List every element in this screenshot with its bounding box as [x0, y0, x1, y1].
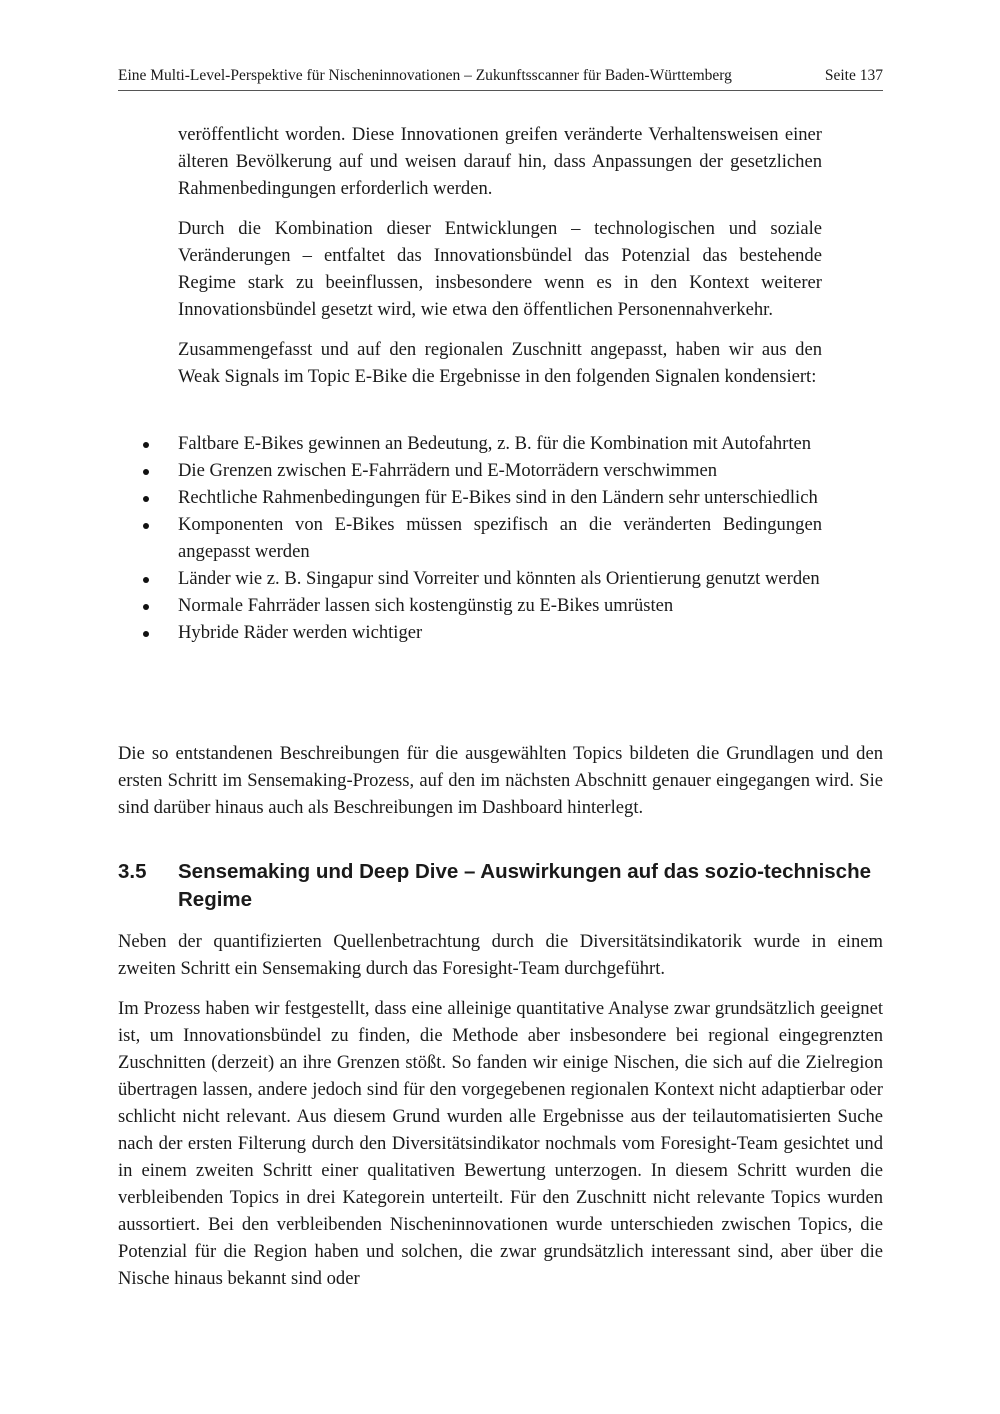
- list-item-text: Faltbare E-Bikes gewinnen an Bedeutung, z. B. für die Kombination mit Autofahrten: [178, 433, 812, 454]
- list-item-text: Komponenten von E-Bikes müssen spezifisch an die veränderten Bedingungen angepasst werden: [178, 514, 822, 562]
- list-item: [118, 511, 822, 565]
- bullet-icon: [143, 469, 149, 475]
- page-number: Seite 137: [824, 67, 883, 84]
- list-item-text: Die Grenzen zwischen E-Fahrrädern und E-Motorrädern verschwimmen: [178, 460, 718, 481]
- list-item: [118, 430, 822, 457]
- list-item: [118, 484, 822, 511]
- paragraph-summary: Zusammengefasst und auf den regionalen Zuschnitt angepasst, haben wir aus den Weak Signals im Topic E-Bike die Ergebnisse in den folgenden Signalen kondensiert:: [178, 339, 822, 387]
- list-item-text: Hybride Räder werden wichtiger: [178, 622, 423, 643]
- section-number: 3.5: [118, 860, 147, 883]
- bullet-icon: [143, 496, 149, 502]
- bullet-icon: [143, 577, 149, 583]
- list-item: [118, 457, 822, 484]
- bullet-icon: [143, 523, 149, 529]
- list-item: [118, 592, 822, 619]
- list-item: [118, 619, 822, 646]
- list-item: [118, 565, 822, 592]
- paragraph-sensemaking-intro: Neben der quantifizierten Quellenbetrachtung durch die Diversitätsindikatorik wurde in einem zweiten Schritt ein Sensemaking durch das Foresight-Team durchgeführt.: [118, 931, 883, 979]
- paragraph-combination: Durch die Kombination dieser Entwicklungen – technologischen und soziale Veränderungen – entfaltet das Innovationsbündel das Potenzial das bestehende Regime stark zu beeinflussen, insbesondere wenn es in den Kontext weiterer Innovationsbündel gesetzt wird, wie etwa den öffentlichen Personennahverkehr.: [178, 218, 822, 320]
- list-item-text: Rechtliche Rahmenbedingungen für E-Bikes sind in den Ländern sehr unterschiedlich: [178, 487, 818, 508]
- bullet-icon: [143, 604, 149, 610]
- list-item-text: Länder wie z. B. Singapur sind Vorreiter und könnten als Orientierung genutzt werden: [178, 568, 820, 589]
- bullet-icon: [143, 442, 149, 448]
- paragraph-process: Im Prozess haben wir festgestellt, dass eine alleinige quantitative Analyse zwar grundsätzlich geeignet ist, um Innovationsbündel zu finden, die Methode aber insbesondere bei regional eingegrenzten Zuschnitten (derzeit) an ihre Grenzen stößt. So fanden wir einige Nischen, die sich auf die Zielregion übertragen lassen, andere jedoch sind für den vorgegebenen regionalen Kontext nicht adaptierbar oder schlicht nicht relevant. Aus diesem Grund wurden alle Ergebnisse aus der teilautomatisierten Suche nach der ersten Filterung durch den Diversitätsindikator nochmals vom Foresight-Team gesichtet und in einem zweiten Schritt einer qualitativen Bewertung unterzogen. In diesem Schritt wurden die verbleibenden Topics in drei Kategorein unterteilt. Für den Zuschnitt nicht relevante Topics wurden aussortiert. Bei den verbleibenden Nischeninnovationen wurde unterschieden zwischen Topics, die Potenzial für die Region haben und solchen, die zwar grundsätzlich interessant sind, aber über die Nische hinaus bekannt sind oder: [118, 998, 883, 1289]
- bullet-icon: [143, 631, 149, 637]
- page-header: [118, 66, 883, 91]
- section-heading: [118, 858, 883, 914]
- section-title: Sensemaking und Deep Dive – Auswirkungen auf das sozio-technische Regime: [178, 860, 871, 911]
- signal-list: [118, 430, 822, 646]
- running-title: Eine Multi-Level-Perspektive für Nischeninnovationen – Zukunftsscanner für Baden-Württemberg: [118, 67, 732, 84]
- paragraph-intro-continuation: veröffentlicht worden. Diese Innovationen greifen veränderte Verhaltensweisen einer älteren Bevölkerung auf und weisen darauf hin, dass Anpassungen der gesetzlichen Rahmenbedingungen erforderlich werden.: [178, 124, 822, 199]
- paragraph-closing: Die so entstandenen Beschreibungen für die ausgewählten Topics bildeten die Grundlagen und den ersten Schritt im Sensemaking-Prozess, auf den im nächsten Abschnitt genauer eingegangen wird. Sie sind darüber hinaus auch als Beschreibungen im Dashboard hinterlegt.: [118, 743, 883, 818]
- list-item-text: Normale Fahrräder lassen sich kostengünstig zu E-Bikes umrüsten: [178, 595, 674, 616]
